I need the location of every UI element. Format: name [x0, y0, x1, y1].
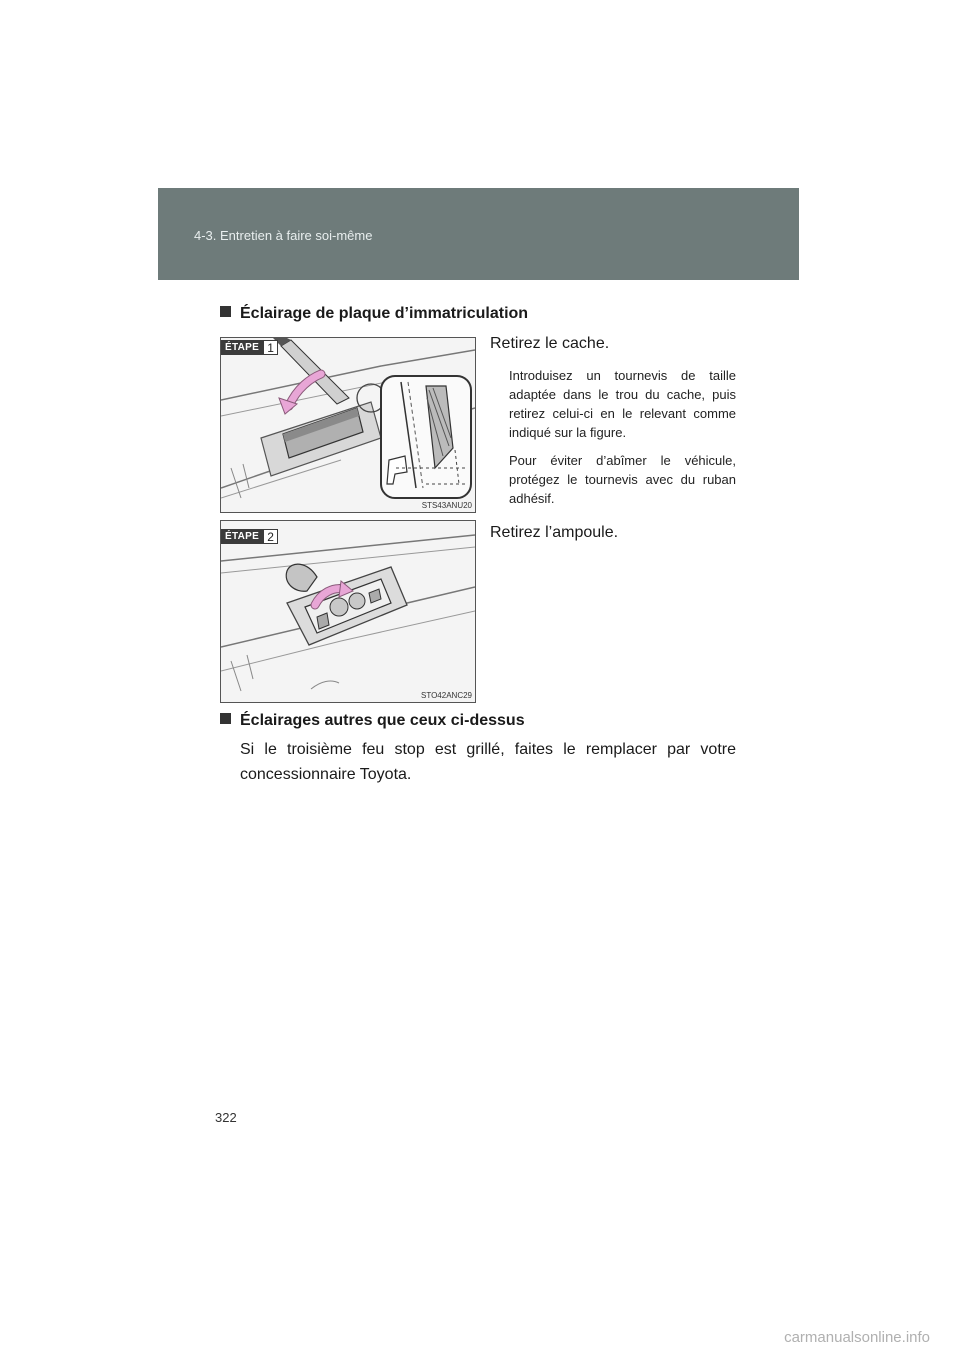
header-band [158, 188, 799, 280]
section-title-license-plate [220, 305, 528, 323]
square-bullet-icon [220, 306, 231, 317]
step-badge-label: ÉTAPE [221, 340, 263, 355]
figure-code: STO42ANC29 [421, 691, 472, 700]
section-title-other-lights [220, 712, 525, 730]
step-1-detail-1: Introduisez un tournevis de taille adaptée dans le trou du cache, puis retirez celui-ci en le relevant comme indiqué sur la figure. [509, 368, 736, 440]
section-title-text: Éclairages autres que ceux ci-dessus [240, 712, 525, 729]
step-badge-label: ÉTAPE [221, 529, 263, 544]
square-bullet-icon [220, 713, 231, 724]
section-title-text: Éclairage de plaque d’immatriculation [240, 305, 529, 322]
breadcrumb: 4-3. Entretien à faire soi-même [194, 228, 373, 243]
page-number: 322 [215, 1110, 237, 1125]
figure-code: STS43ANU20 [421, 501, 472, 510]
step-1-detail-2: Pour éviter d’abîmer le véhicule, protégez le tournevis avec du ruban adhésif. [509, 453, 736, 506]
step-badge-number: 1 [263, 340, 278, 355]
section-2-body: Si le troisième feu stop est grillé, faites le remplacer par votre concessionnaire Toyota. [240, 741, 736, 783]
figure-step-2 [220, 520, 476, 703]
step-1-instruction: Retirez le cache. [490, 335, 610, 352]
step-2-instruction: Retirez l’ampoule. [490, 524, 619, 541]
cover-removal-illustration [221, 338, 475, 512]
step-badge-number: 2 [263, 529, 278, 544]
step-badge-2 [221, 529, 278, 544]
step-badge-1 [221, 340, 278, 355]
figure-step-1 [220, 337, 476, 513]
watermark: carmanualsonline.info [784, 1329, 930, 1346]
bulb-removal-illustration [221, 521, 475, 702]
